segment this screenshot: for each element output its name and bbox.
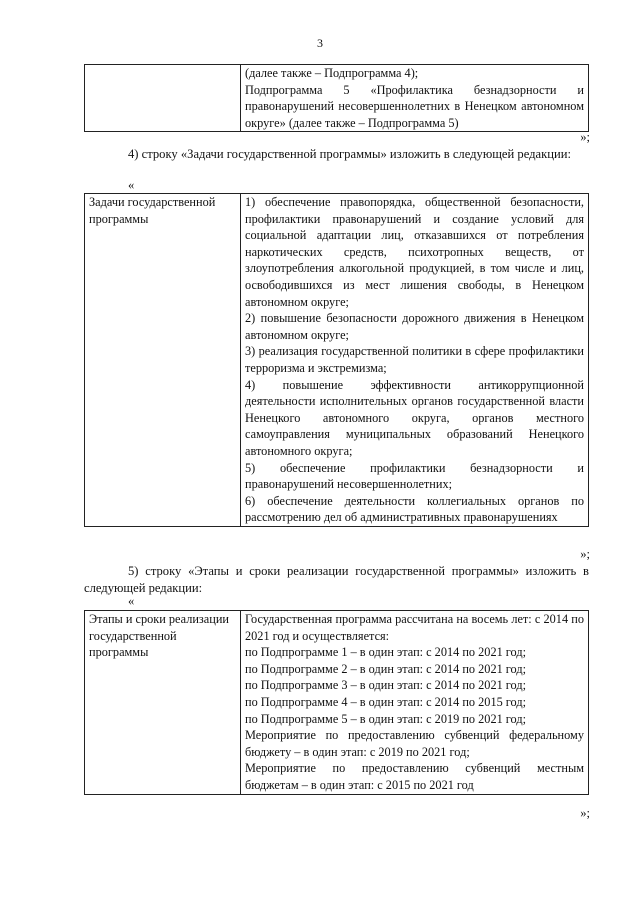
table2-item: 6) обеспечение деятельности коллегиальных органов по рассмотрению дел об административных правонарушениях [245,493,584,525]
table2-item: 5) обеспечение профилактики безнадзорности и правонарушений несовершеннолетних; [245,460,584,492]
table1-line: (далее также – Подпрограмма 4); [245,66,419,80]
table3-line: по Подпрограмме 4 – в один этап: с 2014 по 2015 год; [245,694,527,709]
table3-line: Мероприятие по предоставлению субвенций федеральному бюджету – в один этап: с 2019 по 2021 год; [245,728,584,759]
table2-right-cell [241,194,589,527]
table1-line: Подпрограмма 5 «Профилактика безнадзорности и правонарушений несовершеннолетних в Ненецком автономном округе» (далее также – Подпрограмма 5) [245,82,584,130]
table1-right-cell [241,65,589,132]
table3-line: по Подпрограмме 2 – в один этап: с 2014 по 2021 год; [245,661,527,676]
item-5-text: 5) строку «Этапы и сроки реализации государственной программы» изложить в следующей редакции: [84,564,589,595]
table3-left-cell: Этапы и сроки реализации государственной программы [85,611,241,795]
table3-line: по Подпрограмме 1 – в один этап: с 2014 по 2021 год; [245,645,527,660]
closing-quote: »; [580,547,590,561]
closing-quote: »; [580,806,590,820]
page-number: 3 [317,36,323,50]
table3-line: по Подпрограмме 3 – в один этап: с 2014 по 2021 год; [245,678,527,693]
item-4-text: 4) строку «Задачи государственной программы» изложить в следующей редакции: [128,147,571,161]
table3-line: по Подпрограмме 5 – в один этап: с 2019 по 2021 год; [245,711,527,726]
table2-item: 1) обеспечение правопорядка, общественной безопасности, профилактики правонарушений и создание условий для социальной адаптации лиц, отказавшихся от потребления наркотических средств, психотропных веществ, от злоупотребления алкогольной продукцией, в том числе и лиц, освободившихся из мест лишения свободы, в Ненецком автономном округе; [245,195,584,309]
table-continuation [84,64,589,132]
table2-left-cell: Задачи государственной программы [85,194,241,527]
table2-item: 4) повышение эффективности антикоррупционной деятельности исполнительных органов государственной власти Ненецкого автономного округа, органов местного самоуправления муниципальных образований Ненецкого автономного округа; [245,377,584,458]
opening-quote: « [128,178,135,192]
table-stages [84,610,589,795]
table2-item: 3) реализация государственной политики в сфере профилактики терроризма и экстремизма; [245,344,584,375]
table3-right-cell [241,611,589,795]
table-tasks [84,193,589,527]
table3-line: Мероприятие по предоставлению субвенций местным бюджетам – в один этап: с 2015 по 2021 год [245,761,584,792]
closing-quote: »; [580,130,590,144]
table2-item: 2) повышение безопасности дорожного движения в Ненецком автономном округе; [245,311,584,342]
table3-line: Государственная программа рассчитана на восемь лет: с 2014 по 2021 год и осуществляется: [245,612,584,643]
opening-quote: « [128,594,135,608]
table1-left-cell [85,65,241,132]
